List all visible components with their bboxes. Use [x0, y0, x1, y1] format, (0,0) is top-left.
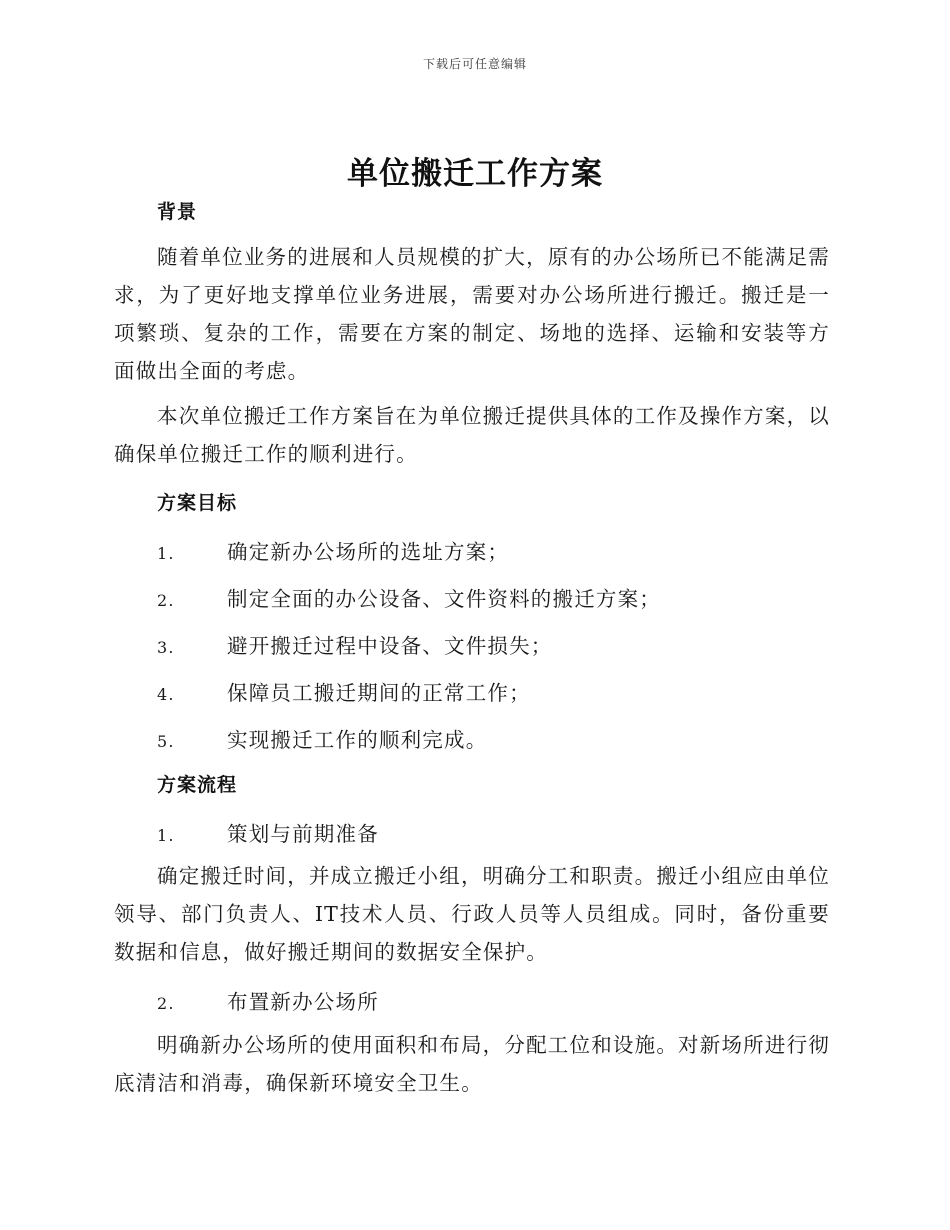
goal-item	[157, 582, 837, 612]
process-step-body: 明确新办公场所的使用面积和布局，分配工位和设施。对新场所进行彻底清洁和消毒，确保新环境安全卫生。	[114, 1033, 830, 1095]
goal-item-text: 避开搬迁过程中设备、文件损失；	[227, 634, 553, 658]
goal-item-number: 5.	[157, 732, 175, 751]
process-step-title-text: 布置新办公场所	[227, 990, 379, 1014]
goal-item-text: 保障员工搬迁期间的正常工作；	[227, 681, 531, 705]
goal-item-text: 确定新办公场所的选址方案；	[227, 540, 510, 564]
background-paragraph-1: 随着单位业务的进展和人员规模的扩大，原有的办公场所已不能满足需求，为了更好地支撑单位业务进展，需要对办公场所进行搬迁。搬迁是一项繁琐、复杂的工作，需要在方案的制定、场地的选择、运输和安装等方面做出全面的考虑。	[114, 245, 830, 383]
goal-item	[157, 723, 837, 753]
goal-item-text: 实现搬迁工作的顺利完成。	[227, 728, 488, 752]
goal-item-number: 2.	[157, 591, 175, 610]
process-step-number: 2.	[157, 994, 175, 1013]
document-title: 单位搬迁工作方案	[347, 156, 603, 192]
process-step-title-text: 策划与前期准备	[227, 822, 379, 846]
heading-goals: 方案目标	[157, 492, 238, 514]
goal-item-number: 4.	[157, 685, 175, 704]
heading-background: 背景	[157, 201, 198, 223]
process-step-number: 1.	[157, 826, 175, 845]
goal-item-text: 制定全面的办公设备、文件资料的搬迁方案；	[227, 587, 661, 611]
process-step-title	[157, 985, 837, 1015]
process-step-title	[157, 817, 837, 847]
goal-item-number: 1.	[157, 544, 175, 563]
process-step-body: 确定搬迁时间，并成立搬迁小组，明确分工和职责。搬迁小组应由单位领导、部门负责人、IT技术人员、行政人员等人员组成。同时，备份重要数据和信息，做好搬迁期间的数据安全保护。	[114, 864, 830, 964]
goal-item	[157, 535, 837, 565]
goal-item-number: 3.	[157, 638, 175, 657]
heading-process: 方案流程	[157, 774, 238, 796]
background-paragraph-2: 本次单位搬迁工作方案旨在为单位搬迁提供具体的工作及操作方案，以确保单位搬迁工作的顺利进行。	[114, 404, 830, 466]
goal-item	[157, 676, 837, 706]
goal-item	[157, 629, 837, 659]
header-note: 下载后可任意编辑	[422, 57, 527, 71]
